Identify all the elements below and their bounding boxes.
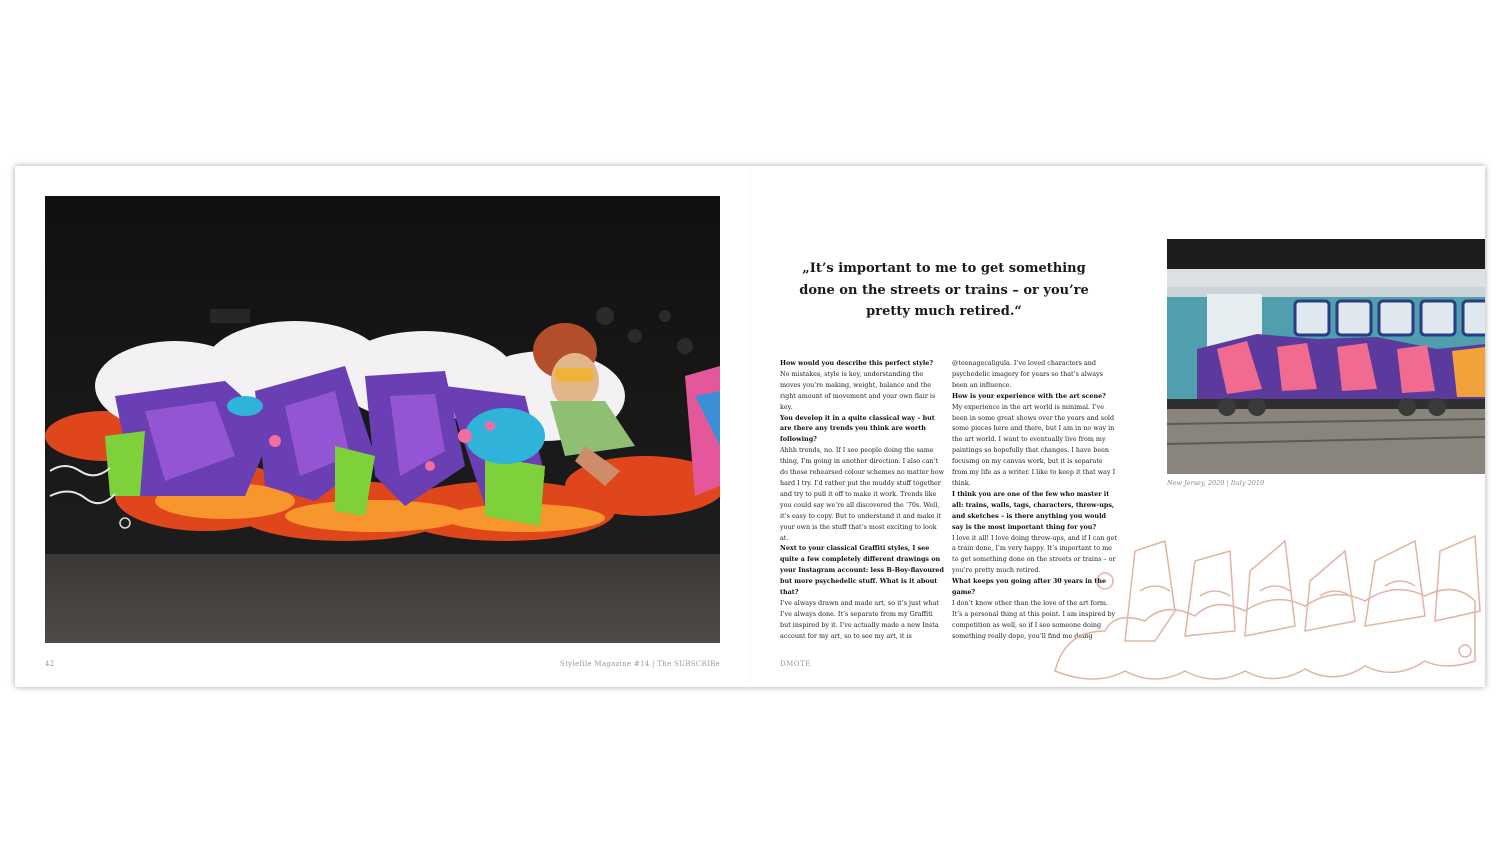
graffiti-sketch-illustration: [1045, 521, 1485, 687]
graffiti-wall-photo: [45, 196, 720, 643]
interview-answer: My experience in the art world is minimal. I’ve been in some great shows over the years and sold some pieces here and there, but I am in no way in the art world. I want to eventually live from my paintings so hopefully that changes. I have been focusing on my canvas work, but it is separate from my life as a writer. I like to keep it that way I think.: [952, 402, 1116, 487]
interview-answer: @teenagecaligula. I’ve loved characters and psychedelic imagery for years so that’s always been an influence.: [952, 359, 1103, 389]
running-footer-left: Stylefile Magazine #14 | The SUBSCRIBe: [559, 660, 720, 668]
interview-answer: I’ve always drawn and made art, so it’s just what I’ve always done. It’s separate from my Graffiti but inspired by it. I’ve actually made a new Insta account for my art, so to see my art, it is: [780, 598, 939, 640]
magazine-spread: [15, 166, 1485, 687]
pull-quote-line: „It’s important to me to get something: [802, 261, 1086, 276]
interview-question: You develop it in a quite classical way – but are there any trends you think are worth following?: [780, 413, 935, 444]
interview-column-1: [780, 358, 945, 642]
pull-quote-line: pretty much retired.“: [866, 304, 1022, 319]
running-footer-right: DMOTE: [780, 660, 811, 668]
pull-quote-line: done on the streets or trains – or you’re: [799, 282, 1089, 298]
photo-caption: New Jersey, 2020 | Italy 2019: [1167, 479, 1265, 487]
page-number-left: 42: [45, 660, 55, 668]
interview-question: Next to your classical Graffiti styles, I see quite a few completely different drawings on your Instagram account: less B-Boy-flavoured but more psychedelic stuff. What is it about that?: [780, 544, 944, 597]
page-gutter: [750, 166, 751, 687]
interview-answer: No mistakes, style is key, understanding the moves you’re making, weight, balance and the right amount of movement and your own flair is key.: [780, 369, 936, 411]
graffiti-train-photo: [1167, 239, 1485, 474]
interview-question: How would you describe this perfect style?: [780, 359, 934, 367]
interview-question: What keeps you going after 30 years in the game?: [952, 577, 1107, 597]
interview-answer: Ahhh trends, no. If I see people doing the same thing, I’m going in another direction. I also can’t do those rehearsed colour schemes no matter how hard I try. I’d rather put the muddy stuff together and try to pull it off to make it work. Trends like you could say we’re all discovered the ‘70s. Well, it’s easy to copy. But to understand it and make it your own is the stuff that’s most exciting to look at.: [780, 446, 945, 542]
interview-answer: I don’t know other than the love of the art form. It’s a personal thing at this point. I am inspired by competition as well, so if I see someone doing something really dope, you’ll find me doing: [952, 598, 1116, 640]
interview-question: I think you are one of the few who master it all: trains, walls, tags, characters, throw-ups, and sketches – is there anything you would say is the most important thing for you?: [952, 489, 1115, 531]
interview-question: How is your experience with the art scene?: [952, 391, 1106, 400]
interview-answer: I love it all! I love doing throw-ups, and if I can get a train done, I’m very happy. It’s important to me to get something done on the streets or trains – or you’re pretty much retired.: [952, 533, 1117, 575]
pull-quote: [799, 258, 1089, 323]
